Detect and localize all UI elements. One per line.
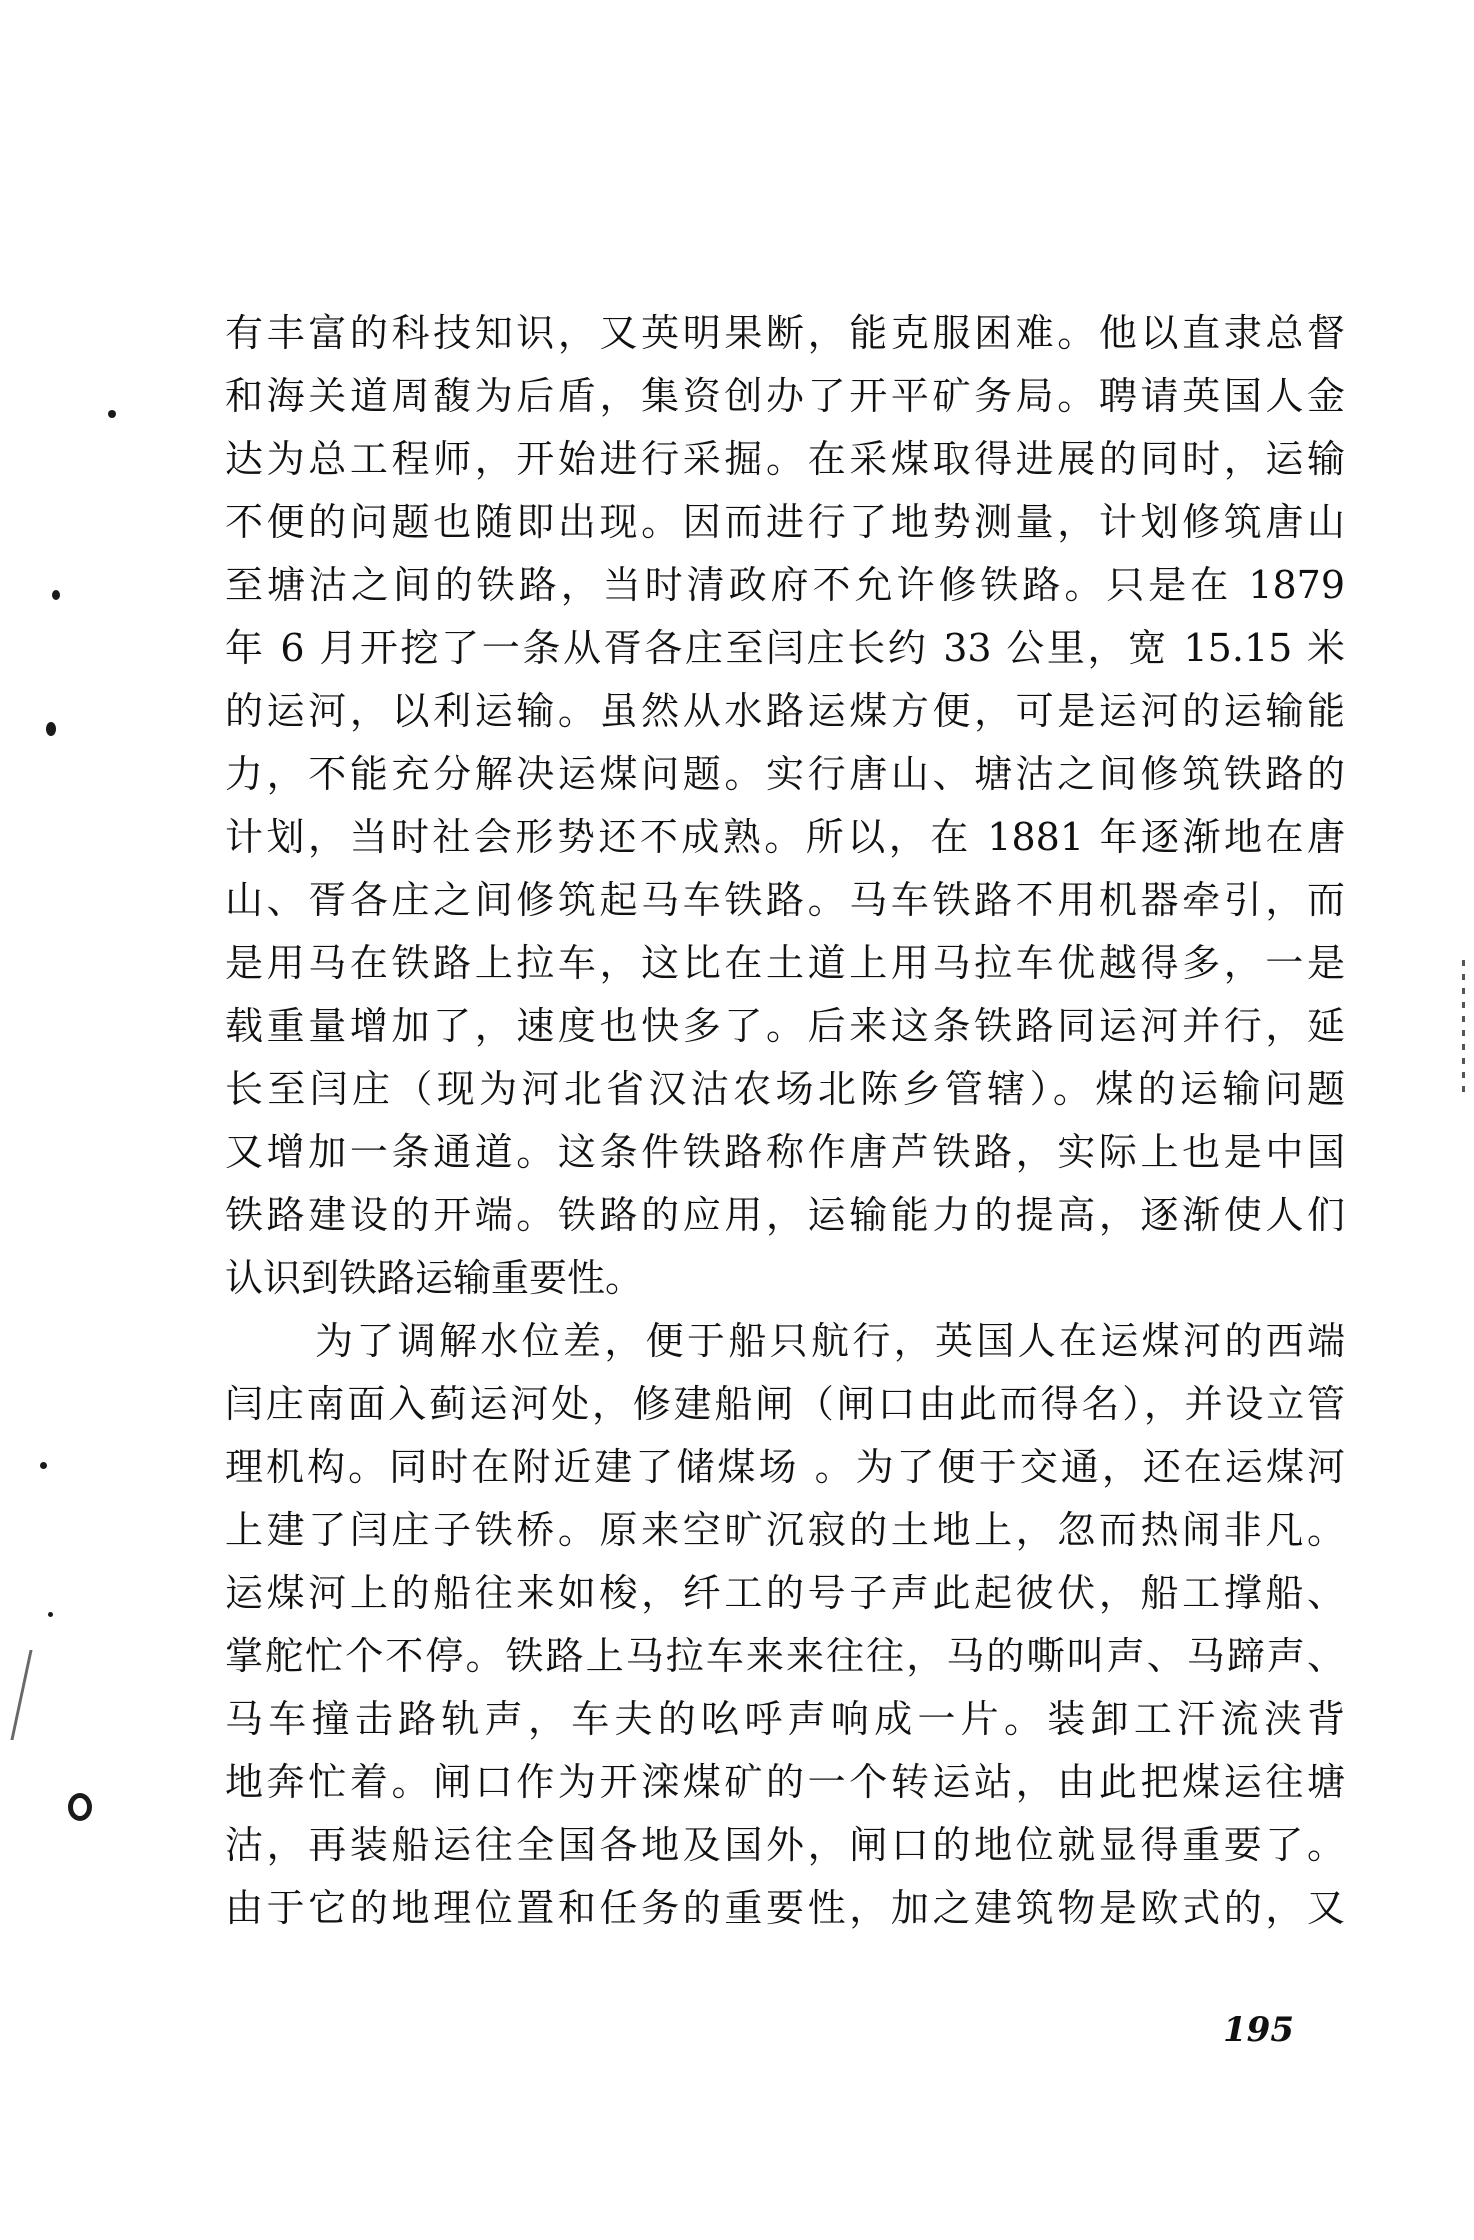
text-line: 为了调解水位差，便于船只航行，英国人在运煤河的西端	[315, 1319, 1345, 1363]
text-line: 山、胥各庄之间修筑起马车铁路。马车铁路不用机器牵引，而	[225, 878, 1345, 922]
text-line: 至塘沽之间的铁路，当时清政府不允许修铁路。只是在 1879	[225, 563, 1345, 607]
scan-speck	[46, 722, 56, 736]
text-line: 年 6 月开挖了一条从胥各庄至闫庄长约 33 公里，宽 15.15 米	[225, 626, 1345, 670]
scan-speck	[52, 590, 60, 600]
scan-speck	[48, 1612, 53, 1617]
text-line: 不便的问题也随即出现。因而进行了地势测量，计划修筑唐山	[225, 500, 1345, 544]
text-line: 有丰富的科技知识，又英明果断，能克服困难。他以直隶总督	[225, 311, 1345, 355]
text-line: 马车撞击路轨声，车夫的吆呼声响成一片。装卸工汗流浃背	[225, 1697, 1345, 1741]
text-line: 的运河，以利运输。虽然从水路运煤方便，可是运河的运输能	[225, 689, 1345, 733]
scan-edge-marks	[1462, 960, 1465, 1100]
text-line: 计划，当时社会形势还不成熟。所以，在 1881 年逐渐地在唐	[225, 815, 1345, 859]
scan-mark	[68, 1793, 92, 1821]
text-line: 载重量增加了，速度也快多了。后来这条铁路同运河并行，延	[225, 1004, 1345, 1048]
text-line: 力，不能充分解决运煤问题。实行唐山、塘沽之间修筑铁路的	[225, 752, 1345, 796]
scan-speck	[40, 1462, 47, 1469]
text-line: 达为总工程师，开始进行采掘。在采煤取得进展的同时，运输	[225, 437, 1345, 481]
text-line: 铁路建设的开端。铁路的应用，运输能力的提高，逐渐使人们	[225, 1193, 1345, 1237]
paragraph-2	[225, 1310, 1345, 1940]
scan-smudge	[10, 1650, 66, 1740]
text-line: 地奔忙着。闸口作为开滦煤矿的一个转运站，由此把煤运往塘	[225, 1760, 1345, 1804]
text-line: 沽，再装船运往全国各地及国外，闸口的地位就显得重要了。	[225, 1823, 1345, 1867]
text-line: 认识到铁路运输重要性。	[225, 1256, 644, 1300]
text-line: 和海关道周馥为后盾，集资创办了开平矿务局。聘请英国人金	[225, 374, 1345, 418]
text-line: 运煤河上的船往来如梭，纤工的号子声此起彼伏，船工撑船、	[225, 1571, 1345, 1615]
text-line: 闫庄南面入蓟运河处，修建船闸（闸口由此而得名），并设立管	[225, 1382, 1345, 1426]
text-line: 长至闫庄（现为河北省汉沽农场北陈乡管辖）。煤的运输问题	[225, 1067, 1345, 1111]
scan-speck	[108, 410, 116, 418]
body-text	[225, 302, 1345, 1940]
text-line: 由于它的地理位置和任务的重要性，加之建筑物是欧式的，又	[225, 1886, 1345, 1930]
page-number: 195	[1223, 2010, 1294, 2050]
text-line: 又增加一条通道。这条件铁路称作唐芦铁路，实际上也是中国	[225, 1130, 1345, 1174]
text-line: 理机构。同时在附近建了储煤场 。为了便于交通，还在运煤河	[225, 1445, 1345, 1489]
text-line: 是用马在铁路上拉车，这比在土道上用马拉车优越得多，一是	[225, 941, 1345, 985]
text-line: 掌舵忙个不停。铁路上马拉车来来往往，马的嘶叫声、马蹄声、	[225, 1634, 1345, 1678]
paragraph-1	[225, 302, 1345, 1310]
text-line: 上建了闫庄子铁桥。原来空旷沉寂的土地上，忽而热闹非凡。	[225, 1508, 1345, 1552]
